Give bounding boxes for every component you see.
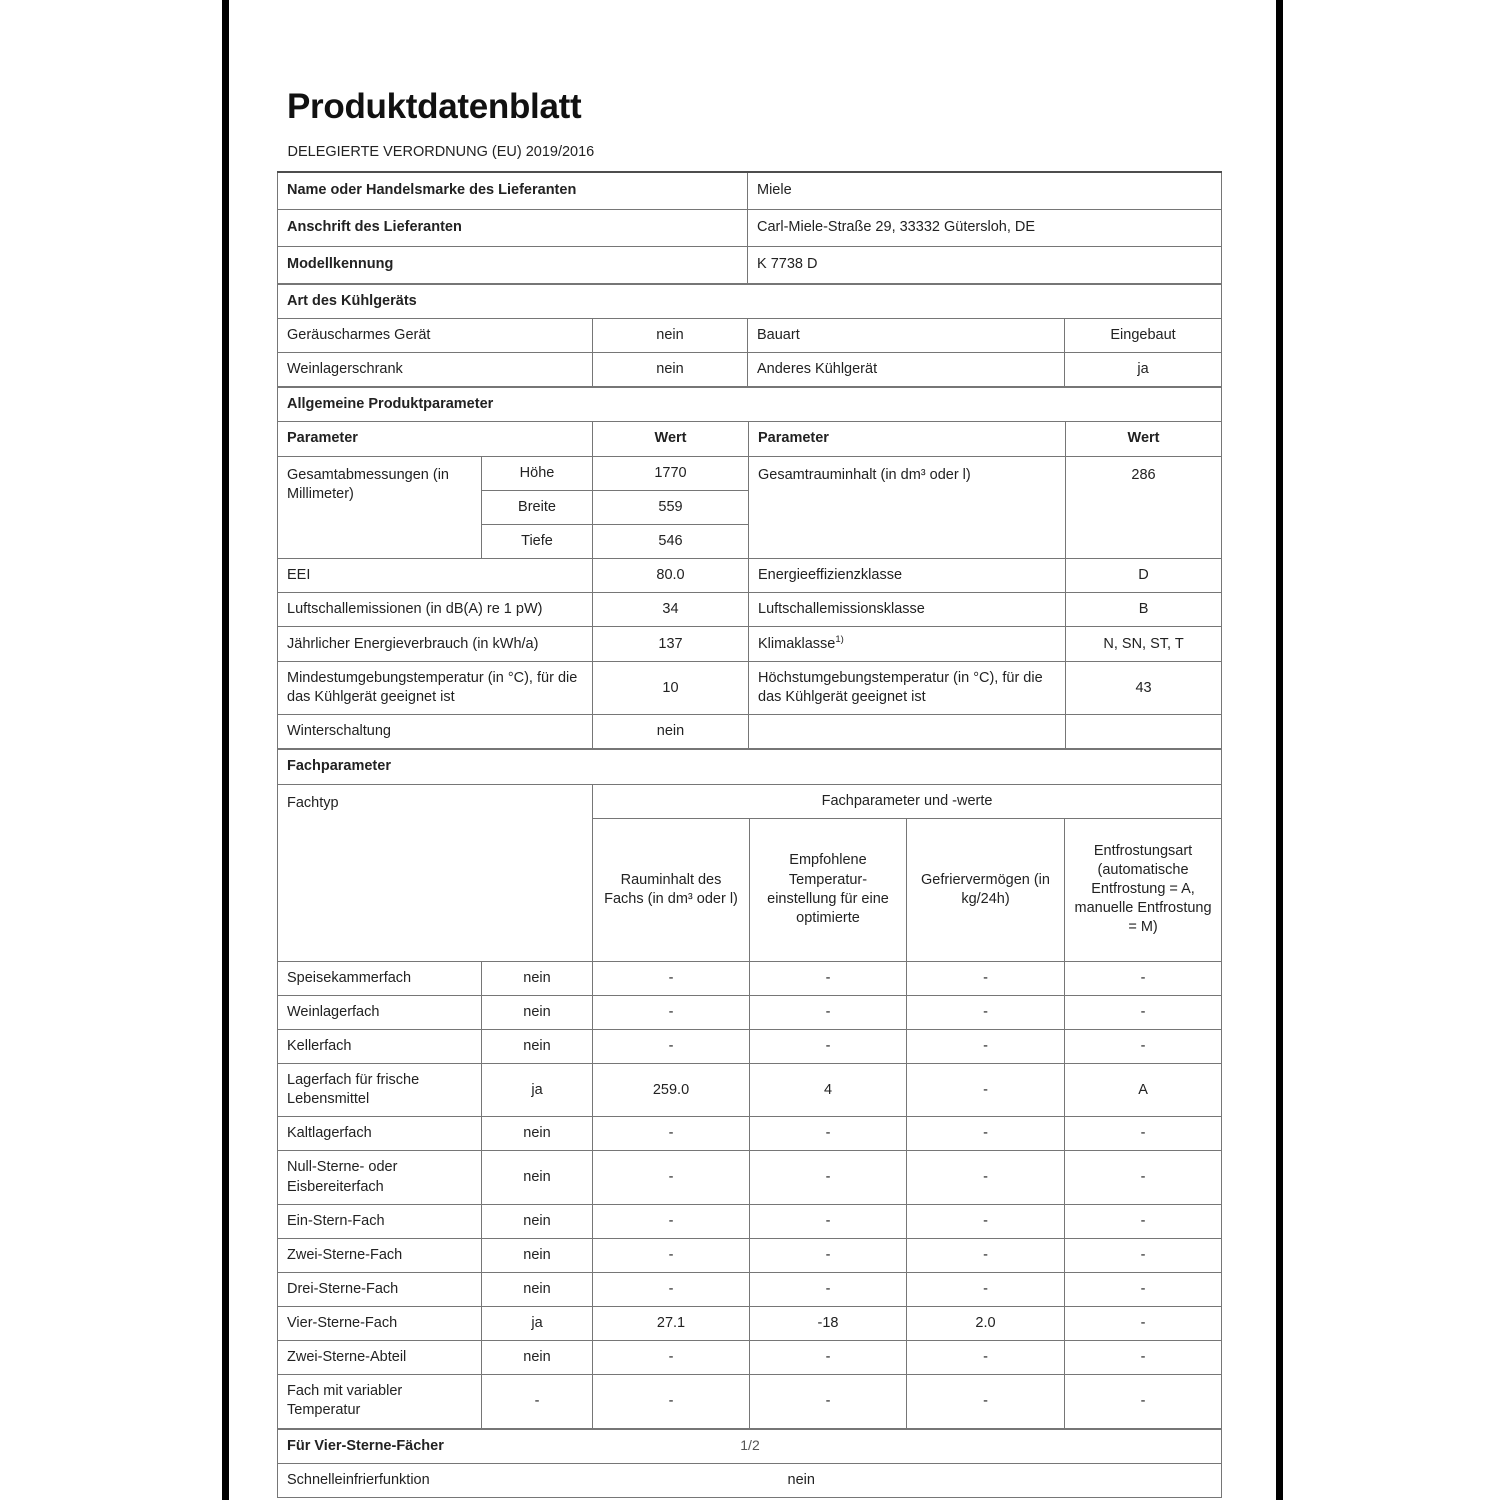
eei-label: EEI bbox=[278, 558, 593, 592]
model-id-label: Modellkennung bbox=[278, 246, 748, 283]
compartment-present: - bbox=[482, 1375, 593, 1428]
compartment-type: Lagerfach für frische Lebensmittel bbox=[278, 1064, 482, 1117]
dimension-depth-value: 546 bbox=[593, 524, 749, 558]
other-fridge-label: Anderes Kühlgerät bbox=[748, 353, 1065, 387]
compartment-defrost: A bbox=[1065, 1064, 1222, 1117]
compartment-freezing: - bbox=[907, 1341, 1065, 1375]
compartment-defrost: - bbox=[1065, 1029, 1222, 1063]
dimension-height-label: Höhe bbox=[482, 456, 593, 490]
compartment-temperature: - bbox=[750, 1117, 907, 1151]
compartment-temperature: - bbox=[750, 961, 907, 995]
dimension-depth-label: Tiefe bbox=[482, 524, 593, 558]
regulation-text: DELEGIERTE VERORDNUNG (EU) 2019/2016 bbox=[287, 143, 595, 160]
energy-class-value: D bbox=[1066, 558, 1222, 592]
compartment-volume: - bbox=[593, 1029, 750, 1063]
climate-class-label bbox=[749, 627, 1066, 662]
table-row bbox=[278, 627, 1222, 662]
product-datasheet bbox=[277, 78, 1221, 1498]
compartment-volume: - bbox=[593, 1238, 750, 1272]
table-row bbox=[278, 1117, 1222, 1151]
compartment-freezing: - bbox=[907, 1375, 1065, 1428]
compartment-temperature: - bbox=[750, 1272, 907, 1306]
fast-freeze-label: Schnelleinfrierfunktion bbox=[278, 1463, 593, 1497]
value-header-left: Wert bbox=[593, 422, 749, 456]
compartment-present: nein bbox=[482, 1029, 593, 1063]
compartment-type: Kaltlagerfach bbox=[278, 1117, 482, 1151]
page-number: 1/2 bbox=[740, 1437, 760, 1453]
compartment-temperature: - bbox=[750, 1341, 907, 1375]
compartment-type: Null-Sterne- oder Eisbereiterfach bbox=[278, 1151, 482, 1204]
table-row bbox=[278, 662, 1222, 715]
column-header-temperature: Empfohlene Temperatur-einstellung für eine optimierte bbox=[750, 818, 907, 961]
compartment-type: Zwei-Sterne-Abteil bbox=[278, 1341, 482, 1375]
table-header-row bbox=[278, 784, 1222, 818]
supplier-address-label: Anschrift des Lieferanten bbox=[278, 209, 748, 246]
compartment-defrost: - bbox=[1065, 1341, 1222, 1375]
dimension-width-value: 559 bbox=[593, 490, 749, 524]
table-row bbox=[278, 1307, 1222, 1341]
compartment-present: nein bbox=[482, 961, 593, 995]
compartment-defrost: - bbox=[1065, 1117, 1222, 1151]
compartment-type: Fach mit variabler Temperatur bbox=[278, 1375, 482, 1428]
low-noise-value: nein bbox=[593, 319, 748, 353]
table-row bbox=[278, 209, 1222, 246]
total-volume-value: 286 bbox=[1066, 456, 1222, 558]
table-header-row bbox=[278, 422, 1222, 456]
table-row bbox=[278, 1375, 1222, 1428]
dimensions-label: Gesamtabmessungen (in Millimeter) bbox=[278, 456, 482, 558]
footnote-marker: 1) bbox=[835, 634, 844, 646]
total-volume-label: Gesamtrauminhalt (in dm³ oder l) bbox=[749, 456, 1066, 558]
compartment-volume: 259.0 bbox=[593, 1064, 750, 1117]
compartment-present: ja bbox=[482, 1064, 593, 1117]
table-row bbox=[278, 995, 1222, 1029]
compartment-volume: - bbox=[593, 1272, 750, 1306]
compartment-temperature: - bbox=[750, 1238, 907, 1272]
compartment-present: nein bbox=[482, 1272, 593, 1306]
compartment-present: nein bbox=[482, 1341, 593, 1375]
compartment-volume: - bbox=[593, 1341, 750, 1375]
compartment-temperature: 4 bbox=[750, 1064, 907, 1117]
annual-energy-value: 137 bbox=[593, 627, 749, 662]
table-row bbox=[278, 1151, 1222, 1204]
min-ambient-temp-label: Mindestumgebungstemperatur (in °C), für die das Kühlgerät geeignet ist bbox=[278, 662, 593, 715]
compartment-group-header: Fachparameter und -werte bbox=[593, 784, 1222, 818]
compartment-volume: 27.1 bbox=[593, 1307, 750, 1341]
general-parameters-table bbox=[277, 387, 1222, 749]
column-header-volume: Rauminhalt des Fachs (in dm³ oder l) bbox=[593, 818, 750, 961]
table-row bbox=[278, 353, 1222, 387]
compartment-volume: - bbox=[593, 1151, 750, 1204]
compartment-freezing: - bbox=[907, 961, 1065, 995]
compartment-freezing: - bbox=[907, 1064, 1065, 1117]
section-heading-row bbox=[278, 284, 1222, 318]
compartment-defrost: - bbox=[1065, 995, 1222, 1029]
supplier-address-value: Carl-Miele-Straße 29, 33332 Gütersloh, DE bbox=[748, 209, 1222, 246]
noise-emission-value: 34 bbox=[593, 593, 749, 627]
compartment-freezing: - bbox=[907, 1238, 1065, 1272]
compartment-freezing: - bbox=[907, 995, 1065, 1029]
winter-setting-label: Winterschaltung bbox=[278, 715, 593, 749]
compartment-type-header: Fachtyp bbox=[278, 784, 593, 961]
param-header-right: Parameter bbox=[749, 422, 1066, 456]
table-row bbox=[278, 715, 1222, 749]
wine-cabinet-value: nein bbox=[593, 353, 748, 387]
table-row bbox=[278, 1029, 1222, 1063]
compartment-temperature: - bbox=[750, 1029, 907, 1063]
appliance-type-heading: Art des Kühlgeräts bbox=[278, 284, 1222, 318]
eei-value: 80.0 bbox=[593, 558, 749, 592]
annual-energy-label: Jährlicher Energieverbrauch (in kWh/a) bbox=[278, 627, 593, 662]
page-title: Produktdatenblatt bbox=[287, 87, 582, 126]
table-row bbox=[278, 1272, 1222, 1306]
table-row bbox=[278, 1204, 1222, 1238]
supplier-table bbox=[277, 143, 1222, 284]
compartment-freezing: - bbox=[907, 1029, 1065, 1063]
compartment-present: ja bbox=[482, 1307, 593, 1341]
compartment-present: nein bbox=[482, 1238, 593, 1272]
max-ambient-temp-value: 43 bbox=[1066, 662, 1222, 715]
compartment-present: nein bbox=[482, 1151, 593, 1204]
winter-empty-label bbox=[749, 715, 1066, 749]
compartment-type: Kellerfach bbox=[278, 1029, 482, 1063]
compartment-defrost: - bbox=[1065, 1272, 1222, 1306]
column-header-freezing-capacity: Gefriervermögen (in kg/24h) bbox=[907, 818, 1065, 961]
compartment-defrost: - bbox=[1065, 1238, 1222, 1272]
table-row bbox=[278, 1238, 1222, 1272]
appliance-type-table bbox=[277, 284, 1222, 387]
table-row bbox=[278, 319, 1222, 353]
table-row bbox=[278, 172, 1222, 210]
winter-empty-value bbox=[1066, 715, 1222, 749]
regulation-row bbox=[278, 143, 1222, 172]
fast-freeze-value: nein bbox=[593, 1463, 1222, 1497]
compartment-present: nein bbox=[482, 1204, 593, 1238]
table-row bbox=[278, 456, 1222, 490]
table-row bbox=[278, 1341, 1222, 1375]
construction-value: Eingebaut bbox=[1065, 319, 1222, 353]
compartment-freezing: - bbox=[907, 1204, 1065, 1238]
model-id-value: K 7738 D bbox=[748, 246, 1222, 283]
noise-class-label: Luftschallemissionsklasse bbox=[749, 593, 1066, 627]
compartment-volume: - bbox=[593, 1375, 750, 1428]
table-row bbox=[278, 961, 1222, 995]
compartment-freezing: - bbox=[907, 1272, 1065, 1306]
low-noise-label: Geräuscharmes Gerät bbox=[278, 319, 593, 353]
energy-class-label: Energieeffizienzklasse bbox=[749, 558, 1066, 592]
compartment-temperature: - bbox=[750, 1375, 907, 1428]
compartment-defrost: - bbox=[1065, 1375, 1222, 1428]
compartment-parameters-table bbox=[277, 749, 1222, 1428]
supplier-name-label: Name oder Handelsmarke des Lieferanten bbox=[278, 172, 748, 210]
compartment-parameters-heading: Fachparameter bbox=[278, 750, 1222, 784]
compartment-temperature: - bbox=[750, 1151, 907, 1204]
column-header-defrost-type: Entfrostungsart (automatische Entfrostung = A, manuelle Entfrostung = M) bbox=[1065, 818, 1222, 961]
compartment-volume: - bbox=[593, 1117, 750, 1151]
four-star-heading: Für Vier-Sterne-Fächer bbox=[278, 1429, 1222, 1463]
compartment-defrost: - bbox=[1065, 1204, 1222, 1238]
max-ambient-temp-label: Höchstumgebungstemperatur (in °C), für die das Kühlgerät geeignet ist bbox=[749, 662, 1066, 715]
construction-label: Bauart bbox=[748, 319, 1065, 353]
other-fridge-value: ja bbox=[1065, 353, 1222, 387]
noise-emission-label: Luftschallemissionen (in dB(A) re 1 pW) bbox=[278, 593, 593, 627]
general-parameters-heading: Allgemeine Produktparameter bbox=[278, 388, 1222, 422]
climate-class-value: N, SN, ST, T bbox=[1066, 627, 1222, 662]
compartment-present: nein bbox=[482, 1117, 593, 1151]
compartment-freezing: - bbox=[907, 1151, 1065, 1204]
table-row bbox=[278, 1064, 1222, 1117]
compartment-type: Weinlagerfach bbox=[278, 995, 482, 1029]
compartment-defrost: - bbox=[1065, 1151, 1222, 1204]
compartment-temperature: -18 bbox=[750, 1307, 907, 1341]
compartment-type: Zwei-Sterne-Fach bbox=[278, 1238, 482, 1272]
wine-cabinet-label: Weinlagerschrank bbox=[278, 353, 593, 387]
table-row bbox=[278, 1463, 1222, 1497]
compartment-volume: - bbox=[593, 1204, 750, 1238]
compartment-type: Speisekammerfach bbox=[278, 961, 482, 995]
compartment-type: Vier-Sterne-Fach bbox=[278, 1307, 482, 1341]
section-heading-row bbox=[278, 750, 1222, 784]
compartment-volume: - bbox=[593, 995, 750, 1029]
compartment-present: nein bbox=[482, 995, 593, 1029]
regulation-spacer bbox=[748, 143, 1222, 172]
compartment-volume: - bbox=[593, 961, 750, 995]
compartment-freezing: 2.0 bbox=[907, 1307, 1065, 1341]
value-header-right: Wert bbox=[1066, 422, 1222, 456]
noise-class-value: B bbox=[1066, 593, 1222, 627]
table-row bbox=[278, 558, 1222, 592]
compartment-temperature: - bbox=[750, 1204, 907, 1238]
table-row bbox=[278, 246, 1222, 283]
compartment-defrost: - bbox=[1065, 961, 1222, 995]
compartment-type: Ein-Stern-Fach bbox=[278, 1204, 482, 1238]
compartment-type: Drei-Sterne-Fach bbox=[278, 1272, 482, 1306]
table-row bbox=[278, 593, 1222, 627]
supplier-name-value: Miele bbox=[748, 172, 1222, 210]
dimension-height-value: 1770 bbox=[593, 456, 749, 490]
compartment-defrost: - bbox=[1065, 1307, 1222, 1341]
winter-setting-value: nein bbox=[593, 715, 749, 749]
param-header-left: Parameter bbox=[278, 422, 593, 456]
section-heading-row bbox=[278, 388, 1222, 422]
compartment-temperature: - bbox=[750, 995, 907, 1029]
compartment-freezing: - bbox=[907, 1117, 1065, 1151]
climate-class-text: Klimaklasse bbox=[758, 635, 836, 652]
min-ambient-temp-value: 10 bbox=[593, 662, 749, 715]
dimension-width-label: Breite bbox=[482, 490, 593, 524]
